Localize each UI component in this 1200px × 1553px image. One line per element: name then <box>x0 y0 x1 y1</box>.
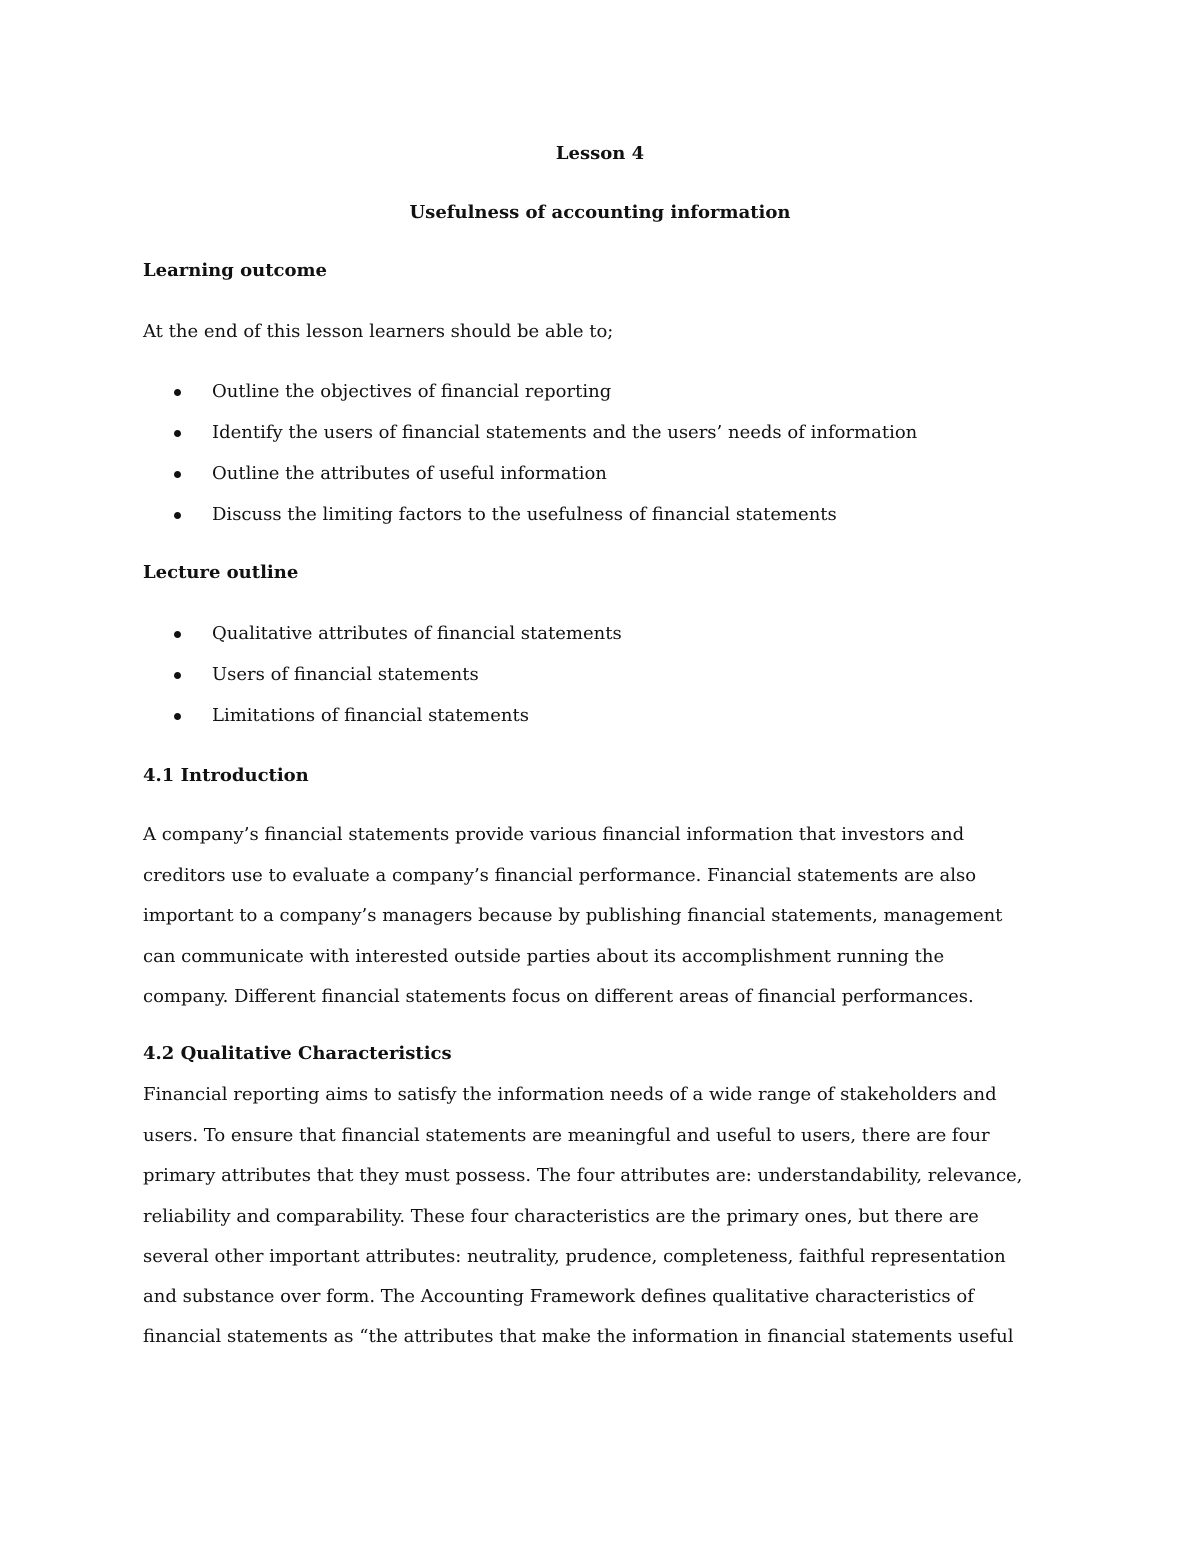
qualitative-line: several other important attributes: neutrality, prudence, completeness, faithful representation <box>143 1246 1006 1267</box>
qualitative-line: financial statements as “the attributes that make the information in financial statements useful <box>143 1326 1014 1347</box>
qualitative-line: reliability and comparability. These four characteristics are the primary ones, but there are <box>143 1206 979 1227</box>
list-item-text: Discuss the limiting factors to the usefulness of financial statements <box>212 504 837 525</box>
qualitative-line: users. To ensure that financial statements are meaningful and useful to users, there are four <box>143 1125 990 1146</box>
introduction-line: creditors use to evaluate a company’s financial performance. Financial statements are also <box>143 865 977 886</box>
introduction-line: A company’s financial statements provide various financial information that investors and <box>143 824 965 845</box>
introduction-line: can communicate with interested outside parties about its accomplishment running the <box>143 946 945 967</box>
list-item-text: Outline the objectives of financial reporting <box>212 381 612 402</box>
bullet-icon <box>174 512 181 519</box>
qualitative-line: primary attributes that they must possess. The four attributes are: understandability, relevance, <box>143 1165 1023 1186</box>
introduction-heading: 4.1 Introduction <box>143 765 309 786</box>
bullet-icon <box>174 672 181 679</box>
list-item-text: Identify the users of financial statements and the users’ needs of information <box>212 422 918 443</box>
list-item-text: Qualitative attributes of financial statements <box>212 623 622 644</box>
qualitative-heading: 4.2 Qualitative Characteristics <box>143 1043 452 1064</box>
introduction-line: company. Different financial statements focus on different areas of financial performances. <box>143 986 974 1007</box>
list-item-text: Users of financial statements <box>212 664 479 685</box>
lesson-title: Lesson 4 <box>555 143 645 164</box>
bullet-icon <box>174 471 181 478</box>
lecture-outline-heading: Lecture outline <box>143 562 299 583</box>
learning-outcome-intro: At the end of this lesson learners should be able to; <box>143 321 614 342</box>
qualitative-line: Financial reporting aims to satisfy the information needs of a wide range of stakeholders and <box>143 1084 997 1105</box>
qualitative-line: and substance over form. The Accounting Framework defines qualitative characteristics of <box>143 1286 974 1307</box>
bullet-icon <box>174 713 181 720</box>
learning-outcome-heading: Learning outcome <box>143 260 327 281</box>
bullet-icon <box>174 430 181 437</box>
list-item-text: Outline the attributes of useful information <box>212 463 607 484</box>
bullet-icon <box>174 389 181 396</box>
lesson-subtitle: Usefulness of accounting information <box>409 202 791 223</box>
introduction-line: important to a company’s managers because by publishing financial statements, management <box>143 905 1003 926</box>
bullet-icon <box>174 631 181 638</box>
list-item-text: Limitations of financial statements <box>212 705 529 726</box>
